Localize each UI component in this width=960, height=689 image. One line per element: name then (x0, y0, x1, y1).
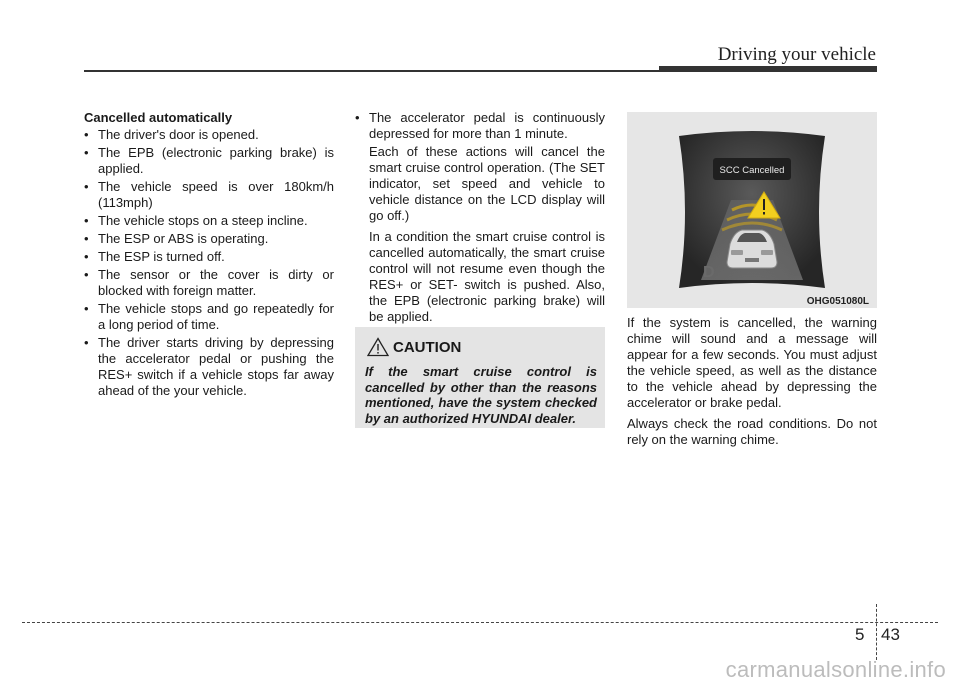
car-icon (727, 230, 777, 268)
body-paragraph: In a condition the smart cruise control is cancelled automatically, the smart cruise control will not resume even though the RES+ or SET- switch is pushed. Also, the EPB (electronic parking brake) will be applied. (369, 229, 605, 324)
caution-text: If the smart cruise control is cancelled by other than the reasons mentioned, have the system checked by an authorized HYUNDAI dealer. (365, 364, 597, 426)
body-paragraph: If the system is cancelled, the warning chime will sound and a message will appear for a few seconds. You must adjust the vehicle speed, as well as the distance to the vehicle ahead by depressing the accelerator or brake pedal. (627, 315, 877, 410)
list-item: • The driver starts driving by depressing the accelerator pedal or pushing the RES+ switch if a vehicle stops far away ahead of the your vehicle. (84, 335, 334, 398)
list-item: • The vehicle speed is over 180km/h (113mph) (84, 179, 334, 210)
list-item: • The EPB (electronic parking brake) is applied. (84, 145, 334, 176)
cancel-conditions-list (84, 127, 334, 399)
display-message: SCC Cancelled (719, 165, 785, 176)
page-number: 43 (881, 625, 900, 644)
warning-triangle-icon (367, 337, 389, 357)
middle-column (355, 110, 605, 330)
list-item: • The accelerator pedal is continuously depressed for more than 1 minute. (355, 110, 605, 141)
header-rule (84, 70, 660, 72)
page-number-divider (876, 604, 877, 660)
list-item: • The ESP or ABS is operating. (84, 231, 269, 246)
cancel-conditions-list-continued (355, 110, 605, 142)
body-paragraph: Each of these actions will cancel the smart cruise control operation. (The SET indicator, set speed and vehicle to vehicle distance on the LCD display will go off.) (369, 144, 605, 223)
caution-box (355, 327, 605, 428)
list-item: • The ESP is turned off. (84, 249, 225, 264)
figure-code: OHG051080L (806, 296, 869, 307)
header-bar (659, 66, 877, 72)
list-item: • The driver's door is opened. (84, 127, 259, 142)
list-item: • The vehicle stops and go repeatedly for a long period of time. (84, 301, 334, 332)
gear-indicator: D (703, 264, 715, 281)
chapter-number: 5 (855, 625, 865, 644)
list-item: • The vehicle stops on a steep incline. (84, 213, 308, 228)
section-heading: Cancelled automatically (84, 110, 233, 125)
left-column (84, 110, 334, 401)
cluster-display-illustration (627, 112, 877, 308)
list-item: • The sensor or the cover is dirty or blocked with foreign matter. (84, 267, 334, 298)
footer-rule (22, 622, 938, 623)
header-title: Driving your vehicle (717, 44, 876, 65)
caution-header (367, 337, 461, 357)
cluster-display-figure (627, 112, 877, 308)
caution-title: CAUTION (393, 338, 462, 356)
body-paragraph: Always check the road conditions. Do not rely on the warning chime. (627, 416, 877, 447)
watermark: carmanualsonline.info (725, 657, 946, 682)
